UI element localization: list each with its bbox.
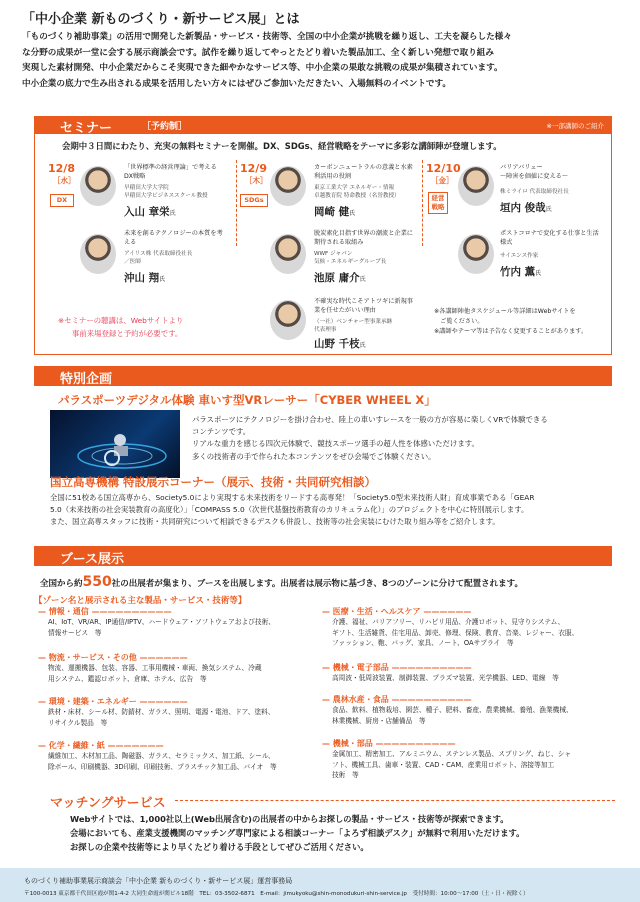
- zone-title: — 機械・部品 ——————————: [322, 739, 456, 748]
- seminar-registration-note: [58, 314, 183, 340]
- note-line: ご覧ください。: [434, 318, 484, 325]
- speaker-photo: [458, 166, 494, 206]
- speaker-org: 東京工業大学 エネルギー・情報 卓越教育院 特命教授（名誉教授）: [314, 185, 400, 199]
- zone-items: 介護、福祉、バリアフリー、リハビリ用品、介護ロボット、見守りシステム、 ギフト、生活雑貨、住宅用品、卸売、修理、保険、教育、音楽、レジャー、衣服、 ファッション、鞄、バッグ、家具、ノート、OAサプライ 等: [332, 618, 579, 647]
- speaker-org: サイエンス作家: [500, 253, 539, 259]
- zone-items: 物流、運搬機器、包装、容器、工事用機械・車両、換気システム、冷蔵 用システム、鑑認ロボット、倉庫、ホテル、広告 等: [48, 664, 262, 683]
- speaker-photo: [270, 234, 306, 274]
- theme-tag: DX: [50, 194, 74, 207]
- vr-racer-image: [50, 410, 180, 478]
- text-line: 会場においても、産業支援機関のマッチング専門家による相談コーナー「よろず相談デスク」が無料で利用いただけます。: [70, 828, 525, 838]
- seminar-date: [48, 163, 76, 187]
- note-line: ※講師やテーマ等は予告なく変更することがあります。: [434, 328, 588, 335]
- speaker-topic: 不確実な時代こそアトツギに新規事業を任せたがいい理由: [314, 298, 413, 314]
- zone-column-right: [322, 606, 618, 790]
- text-line: コンテンツです。: [192, 427, 251, 437]
- intro-title: 「中小企業 新ものづくり・新サービス展」とは: [22, 12, 300, 27]
- zone-block: [322, 694, 618, 738]
- zone-items: 高周波・低周波装置、制御装置、プラズマ装置、光学機器、LED、電線 等: [332, 674, 559, 682]
- speaker-photo: [270, 166, 306, 206]
- special-item2-title: 国立高専機構 特設展示コーナー（展示、技術・共同研究相談）: [50, 475, 377, 489]
- booth-summary: [40, 574, 523, 590]
- zone-items: AI、IoT、VR/AR、IP通信/IPTV、ハードウェア・ソフトウェアおよび技術、 情報サービス 等: [48, 618, 275, 637]
- text-line: 多くの技術者の手で作られた本コンテンツをぜひ会場でご体験ください。: [192, 451, 436, 461]
- weekday-label: ［水］: [53, 176, 76, 185]
- speaker-name: 岡崎 健氏: [314, 206, 356, 218]
- seminar-tag: ［予約制］: [142, 122, 188, 132]
- text-line: お探しの企業や技術等により早くたどり着ける手段としてぜひご活用ください。: [70, 842, 369, 852]
- date-label: 12/9: [240, 162, 267, 175]
- zone-items: 食品、飲料、植物栽培、園芸、種子、肥料、畜産、農業機械、養殖、漁業機械、 林業機械、厨房・店舗備品 等: [332, 706, 573, 725]
- note-line: ※各講師陣他タスケジュール等詳細はWebサイトを: [434, 308, 576, 315]
- speaker-photo: [458, 234, 494, 274]
- divider: [236, 160, 238, 246]
- speaker-org: WWF ジャパン 気候・エネルギーグループ長: [314, 251, 387, 265]
- seminar-intro: 会期中３日間にわたり、充実の無料セミナーを開催。DX、SDGs、経営戦略をテーマに多彩な講師陣が登壇します。: [62, 141, 502, 151]
- special-header: [34, 366, 612, 386]
- booth-header: [34, 546, 612, 566]
- zone-items: 繊維加工、木材加工品、陶磁器、ガラス、セラミックス、加工紙、シール、 除ボール、印刷機器、3D印刷、印刷技術、プラスチック加工品、バイオ 等: [48, 752, 277, 771]
- zone-block: [322, 662, 618, 694]
- speaker-org: （一社）ベンチャー型事業承継 代表理事: [314, 319, 393, 333]
- speaker-name: 入山 章栄氏: [124, 206, 176, 218]
- special-title: 特別企画: [60, 372, 113, 387]
- zone-block: [322, 738, 618, 790]
- zone-block: [322, 606, 618, 662]
- zone-title: — 情報・通信 ——————————: [38, 607, 172, 616]
- speaker-topic: 「世界標準の経営理論」で考えるDX戦略: [124, 164, 217, 180]
- seminar-date: [240, 163, 268, 187]
- speaker-topic: ポストコロナで変化する仕事と生活様式: [500, 230, 599, 246]
- seminar-date: [426, 163, 461, 187]
- speaker-org: 早稲田大学大学院 早稲田大学ビジネススクール教授: [124, 185, 208, 199]
- speaker-org: 株ミライロ 代表取締役社長: [500, 189, 569, 195]
- speaker-name: 山野 千枝氏: [314, 338, 366, 350]
- matching-rule: [175, 800, 615, 801]
- footer-contact: 〒100-0013 東京都千代田区霞が関1-4-2 大同生命霞が関ビル18階 TEL：03-3502-6871 E-mail：jimukyoku@shin-monodukuri-shin-service.jp 受付時間：10:00〜17:00（土・日・祝除く）: [24, 891, 529, 897]
- speaker-photo: [80, 234, 116, 274]
- zone-items: 鉄材・床材、シール材、防錆材、ガラス、照明、電源・電池、ドア、塗料、 リサイクル製品 等: [48, 708, 275, 727]
- zone-block: [38, 696, 318, 740]
- zone-block: [38, 740, 318, 784]
- speaker-topic: バリアバリュー 〜障害を価値に変える〜: [500, 164, 569, 180]
- weekday-label: ［木］: [245, 176, 268, 185]
- text-line: パラスポーツにテクノロジーを掛け合わせ、陸上の車いすレースを一般の方が容易に楽しくVRで体験できる: [192, 415, 548, 424]
- note-line: ※セミナーの聴講は、Webサイトより: [58, 316, 184, 325]
- speaker-topic: カーボンニュートラルの意義と水素利活用の役割: [314, 164, 413, 180]
- speaker-name: 池原 庸介氏: [314, 272, 366, 284]
- zone-column-left: [38, 606, 318, 784]
- footer: [0, 868, 640, 902]
- theme-tag: 経営 戦略: [428, 192, 448, 214]
- text-line: リアルな重力を感じる四次元体験で、競技スポーツ選手の超人性を体感いただけます。: [192, 439, 479, 449]
- intro-line: 「ものづくり補助事業」の活用で開発した新製品・サービス・技術等、全国の中小企業が挑戦を繰り返し、工夫を凝らした様々: [22, 32, 512, 42]
- text-line: Webサイトでは、1,000社以上(Web出展含む)の出展者の中からお探しの製品・サービス・技術等が探索できます。: [70, 814, 509, 824]
- weekday-label: ［金］: [431, 176, 454, 185]
- speaker-photo: [270, 300, 306, 340]
- special-item1-text: [192, 414, 612, 463]
- text-line: 5.0（未来技術の社会実装教育の高度化）」「COMPASS 5.0（次世代基盤技術教育のカリキュラム化）」のプロジェクトを中心に特別展示します。: [50, 505, 529, 515]
- seminar-title: セミナー: [60, 121, 113, 136]
- special-item1-title: パラスポーツデジタル体験 車いす型VRレーサー「CYBER WHEEL X」: [58, 393, 436, 407]
- matching-text: [70, 812, 524, 854]
- matching-title: マッチングサービス: [50, 796, 166, 811]
- intro-line: 中小企業の底力で生み出される成果を活用したい方々にはぜひご参加いただきたい、入場無料のイベントです。: [22, 78, 452, 89]
- exhibitor-count: 550: [82, 574, 112, 590]
- zone-title: — 環境・建築・エネルギー ——————: [38, 697, 188, 706]
- seminar-footnote: [434, 307, 587, 337]
- speaker-name: 竹内 薫氏: [500, 266, 542, 278]
- speaker-topic: 未来を創るテクノロジーの本質を考える: [124, 230, 223, 246]
- zone-title: — 化学・繊維・紙 ———————: [38, 741, 164, 750]
- speaker-name: 沖山 翔氏: [124, 272, 166, 284]
- zone-items: 金属加工、精密加工、アルミニウム、ステンレス製品、スプリング、ねじ、シャ フト、機械工具、歯車・装置、CAD・CAM、産業用ロボット、溶接等加工 技術 等: [332, 750, 571, 779]
- booth-title: ブース展示: [60, 552, 124, 567]
- intro-text: [22, 30, 622, 92]
- date-label: 12/8: [48, 162, 75, 175]
- speaker-topic: 脱炭素化目指す世界の潮流と企業に期待される取組み: [314, 230, 413, 246]
- divider: [422, 160, 424, 246]
- intro-line: な分野の成果が一堂に会する展示商談会です。試作を繰り返してやっとたどり着いた製品加工、全く新しい発想で取り組み: [22, 47, 494, 58]
- footer-org: ものづくり補助事業展示商談会「中小企業 新ものづくり・新サービス展」運営事務局: [24, 877, 293, 885]
- speaker-photo: [80, 166, 116, 206]
- speaker-org: アイリス株 代表取締役社長 ／医師: [124, 251, 193, 265]
- zone-title: — 医療・生活・ヘルスケア ——————: [322, 607, 472, 616]
- seminar-note: ※一部講師のご紹介: [546, 122, 604, 130]
- note-line: 事前来場登録と予約が必要です。: [72, 329, 183, 338]
- vr-racer-graphic: [50, 410, 180, 478]
- speaker-name: 垣内 俊哉氏: [500, 202, 552, 214]
- booth-summary-pre: 全国から約: [40, 579, 83, 589]
- zone-title: — 農林水産・食品 ——————————: [322, 695, 472, 704]
- zone-title: — 物流・サービス・その他 ——————: [38, 653, 188, 662]
- zone-block: [38, 606, 318, 652]
- special-item2-text: [50, 492, 620, 529]
- zone-title: — 機械・電子部品 ——————————: [322, 663, 472, 672]
- text-line: また、国立高専スタッフに技術・共同研究について相談できるデスクも併設し、技術等の社会実装にむけた取り組み等をご紹介します。: [50, 517, 500, 527]
- text-line: 全国に51校ある国立高専から、Society5.0により実現する未来技術をリードする高専発！「Society5.0型未来技術人財」育成事業である「GEAR: [50, 493, 535, 502]
- intro-line: 実現した素材開発、中小企業だからこそ実現できた細やかなサービス等、中小企業の果敢な挑戦の成果が集積されています。: [22, 63, 503, 73]
- zone-heading: 【ゾーン名と展示される主な製品・サービス・技術等】: [34, 596, 247, 606]
- date-label: 12/10: [426, 162, 461, 175]
- theme-tag: SDGs: [240, 194, 268, 207]
- zone-block: [38, 652, 318, 696]
- seminar-header: [34, 116, 612, 134]
- booth-summary-post: 社の出展者が集まり、ブースを出展します。出展者は展示物に基づき、8つのゾーンに分けて配置されます。: [111, 579, 523, 589]
